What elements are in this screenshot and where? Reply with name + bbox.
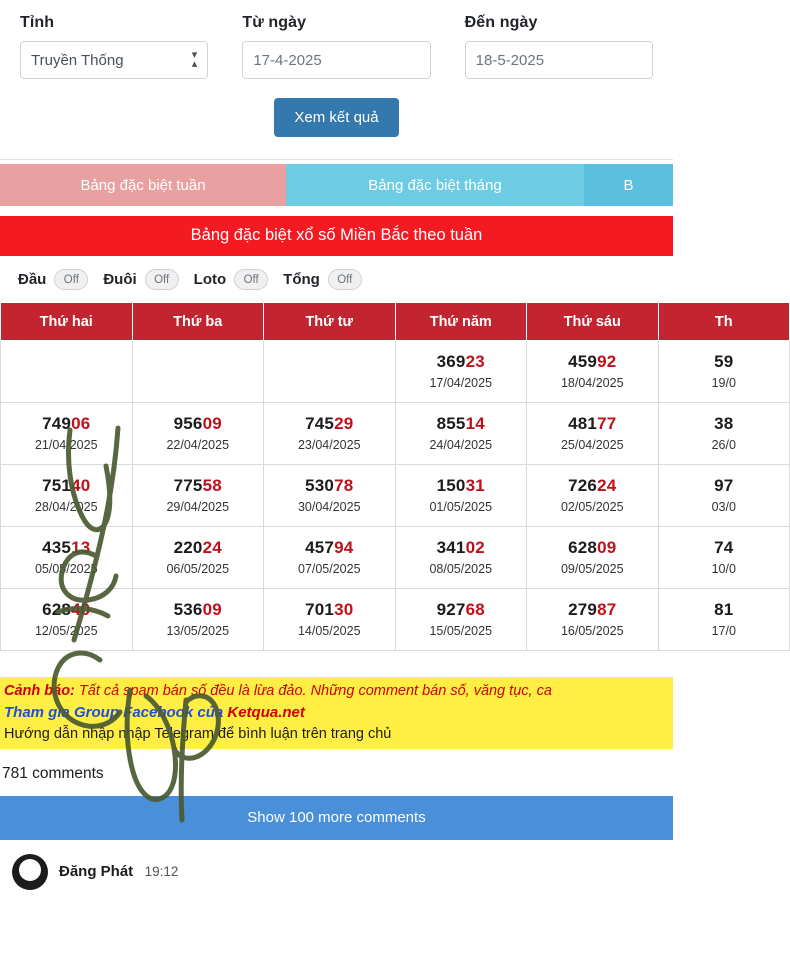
result-date: 24/04/2025	[429, 438, 493, 452]
result-cell[interactable]	[658, 527, 790, 589]
result-number-highlight: 09	[202, 600, 222, 619]
result-cell[interactable]	[1, 465, 133, 527]
result-number: 38	[714, 414, 734, 433]
result-cell[interactable]	[1, 589, 133, 651]
table-row	[1, 527, 790, 589]
result-cell[interactable]	[395, 527, 527, 589]
submit-row	[0, 98, 673, 137]
result-number: 53609	[173, 600, 222, 619]
result-cell[interactable]	[132, 465, 264, 527]
result-cell[interactable]	[527, 465, 659, 527]
table-row	[1, 589, 790, 651]
result-number-highlight: 78	[334, 476, 354, 495]
tab-other[interactable]: B	[584, 164, 673, 206]
result-date: 07/05/2025	[297, 562, 361, 576]
result-date: 10/0	[711, 562, 736, 576]
result-cell[interactable]	[395, 341, 527, 403]
result-date: 08/05/2025	[429, 562, 493, 576]
comments-count: 781 comments	[2, 765, 104, 782]
chevron-updown-icon: ▾ ▴	[191, 49, 198, 70]
result-number-highlight: 40	[71, 476, 91, 495]
result-cell[interactable]	[658, 341, 790, 403]
toggle-dau[interactable]: Off	[54, 269, 88, 290]
result-date: 16/05/2025	[560, 624, 624, 638]
result-cell[interactable]	[132, 403, 264, 465]
warning-block	[0, 677, 673, 749]
telegram-instruction: Hướng dẫn nhập nhập Telegram để bình luận trên trang chủ	[4, 726, 392, 742]
result-date: 09/05/2025	[560, 562, 624, 576]
result-number: 95609	[173, 414, 222, 433]
site-name: Ketqua.net	[227, 704, 305, 721]
result-number: 22024	[173, 538, 222, 557]
result-date: 19/0	[711, 376, 736, 390]
to-date-label: Đến ngày	[464, 14, 538, 31]
result-number: 34102	[436, 538, 485, 557]
province-label: Tỉnh	[20, 14, 55, 31]
toggle-label-tong: Tổng	[283, 271, 320, 288]
tab-bar	[0, 164, 673, 206]
result-number-highlight: 30	[334, 600, 354, 619]
divider	[0, 159, 673, 160]
table-bottom-gap	[0, 651, 673, 677]
result-number: 36923	[436, 352, 485, 371]
result-number: 85514	[436, 414, 485, 433]
toggle-duoi[interactable]: Off	[145, 269, 179, 290]
result-number: 74529	[305, 414, 354, 433]
col-header-wed: Thứ tư	[264, 303, 396, 341]
result-number: 45992	[568, 352, 617, 371]
table-header-row	[1, 303, 790, 341]
view-results-button[interactable]: Xem kết quả	[274, 98, 398, 137]
col-header-sat: Th	[658, 303, 790, 341]
result-number: 62840	[42, 600, 91, 619]
toggle-row	[0, 256, 673, 302]
filter-bar	[0, 0, 673, 79]
result-date: 28/04/2025	[34, 500, 98, 514]
toggle-tong[interactable]: Off	[328, 269, 362, 290]
result-number: 70130	[305, 600, 354, 619]
col-header-mon: Thứ hai	[1, 303, 133, 341]
field-from-date	[242, 14, 430, 79]
result-cell[interactable]	[1, 403, 133, 465]
to-date-input[interactable]	[465, 41, 653, 79]
comment-author: Đăng Phát	[59, 863, 134, 880]
facebook-group-link[interactable]	[2, 704, 671, 721]
result-number: 77558	[173, 476, 222, 495]
result-number-highlight: 06	[71, 414, 91, 433]
result-number: 48177	[568, 414, 617, 433]
result-number-highlight: 58	[202, 476, 222, 495]
result-cell[interactable]	[264, 403, 396, 465]
tab-monthly[interactable]: Bảng đặc biệt tháng	[286, 164, 584, 206]
result-number: 27987	[568, 600, 617, 619]
avatar	[12, 854, 48, 890]
result-date: 17/04/2025	[429, 376, 493, 390]
result-number: 43513	[42, 538, 91, 557]
result-cell[interactable]	[395, 589, 527, 651]
result-cell[interactable]	[658, 589, 790, 651]
result-cell[interactable]	[264, 341, 396, 403]
warning-line-1	[2, 683, 671, 699]
result-cell[interactable]	[658, 403, 790, 465]
table-row	[1, 465, 790, 527]
result-date: 22/04/2025	[166, 438, 230, 452]
result-cell[interactable]	[132, 527, 264, 589]
result-date: 18/04/2025	[560, 376, 624, 390]
tab-weekly[interactable]: Bảng đặc biệt tuần	[0, 164, 286, 206]
result-date: 12/05/2025	[34, 624, 98, 638]
result-cell[interactable]	[395, 403, 527, 465]
result-date: 26/0	[711, 438, 736, 452]
col-header-fri: Thứ sáu	[527, 303, 659, 341]
result-number-highlight: 24	[597, 476, 617, 495]
result-cell[interactable]	[264, 465, 396, 527]
table-body	[1, 341, 790, 651]
result-number: 45794	[305, 538, 354, 557]
section-title: Bảng đặc biệt xổ số Miền Bắc theo tuần	[0, 216, 673, 256]
result-number-highlight: 09	[202, 414, 222, 433]
facebook-group-prefix: Tham gia Group Facebook của	[4, 704, 228, 721]
result-number-highlight: 13	[71, 538, 91, 557]
result-date: 15/05/2025	[429, 624, 493, 638]
comment-time: 19:12	[144, 864, 179, 879]
result-cell[interactable]	[395, 465, 527, 527]
result-cell[interactable]	[527, 589, 659, 651]
show-more-comments-button[interactable]: Show 100 more comments	[0, 796, 673, 840]
result-number: 53078	[305, 476, 354, 495]
result-date: 13/05/2025	[166, 624, 230, 638]
result-cell[interactable]	[1, 527, 133, 589]
result-number-highlight: 94	[334, 538, 354, 557]
result-number-highlight: 92	[597, 352, 617, 371]
comment-item	[0, 840, 673, 890]
result-date: 05/05/2025	[34, 562, 98, 576]
result-cell[interactable]	[132, 589, 264, 651]
result-date: 23/04/2025	[297, 438, 361, 452]
result-number: 81	[714, 600, 734, 619]
warning-rest: Tất cả spam bán số đều là lừa đảo. Những comment bán số, văng tục, ca	[74, 683, 552, 699]
result-number: 74	[714, 538, 734, 557]
toggle-label-loto: Loto	[193, 271, 227, 288]
result-number-highlight: 87	[597, 600, 617, 619]
result-cell[interactable]	[132, 341, 264, 403]
result-cell[interactable]	[264, 589, 396, 651]
result-number: 75140	[42, 476, 91, 495]
result-number-highlight: 31	[465, 476, 485, 495]
province-select[interactable]	[20, 41, 208, 79]
result-date: 30/04/2025	[297, 500, 361, 514]
col-header-tue: Thứ ba	[132, 303, 264, 341]
table-row	[1, 403, 790, 465]
result-date: 25/04/2025	[560, 438, 624, 452]
result-date: 06/05/2025	[166, 562, 230, 576]
result-date: 01/05/2025	[429, 500, 493, 514]
result-number-highlight: 24	[202, 538, 222, 557]
from-date-label: Từ ngày	[242, 14, 307, 31]
warning-bold: Cảnh báo:	[4, 683, 75, 699]
result-cell[interactable]	[264, 527, 396, 589]
result-date: 14/05/2025	[297, 624, 361, 638]
result-cell[interactable]	[527, 341, 659, 403]
table-row	[1, 341, 790, 403]
result-number-highlight: 40	[71, 600, 91, 619]
result-date: 21/04/2025	[34, 438, 98, 452]
result-number: 15031	[436, 476, 485, 495]
result-cell[interactable]	[658, 465, 790, 527]
toggle-label-duoi: Đuôi	[103, 271, 137, 288]
result-number-highlight: 77	[597, 414, 617, 433]
from-date-input[interactable]	[242, 41, 430, 79]
col-header-thu: Thứ năm	[395, 303, 527, 341]
result-date: 03/0	[711, 500, 736, 514]
result-cell[interactable]	[527, 527, 659, 589]
field-to-date	[465, 14, 653, 79]
result-date: 02/05/2025	[560, 500, 624, 514]
result-number-highlight: 02	[465, 538, 485, 557]
results-table	[0, 302, 790, 651]
result-number: 59	[714, 352, 734, 371]
result-number-highlight: 23	[465, 352, 485, 371]
result-number: 74906	[42, 414, 91, 433]
result-date: 29/04/2025	[166, 500, 230, 514]
result-cell[interactable]	[1, 341, 133, 403]
result-number-highlight: 14	[465, 414, 485, 433]
result-number-highlight: 09	[597, 538, 617, 557]
result-number: 72624	[568, 476, 617, 495]
result-number: 62809	[568, 538, 617, 557]
toggle-label-dau: Đầu	[18, 271, 47, 288]
result-number: 92768	[436, 600, 485, 619]
field-province	[20, 14, 208, 79]
result-date: 17/0	[711, 624, 736, 638]
result-cell[interactable]	[527, 403, 659, 465]
result-number: 97	[714, 476, 734, 495]
toggle-loto[interactable]: Off	[234, 269, 268, 290]
result-number-highlight: 68	[465, 600, 485, 619]
result-number-highlight: 29	[334, 414, 354, 433]
results-table-wrap	[0, 302, 736, 651]
